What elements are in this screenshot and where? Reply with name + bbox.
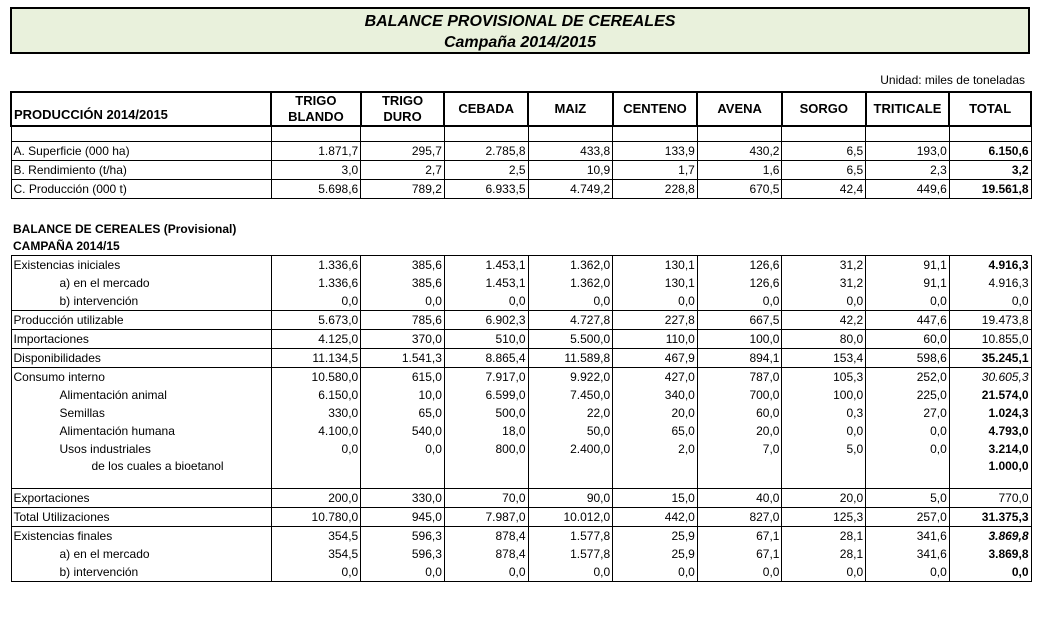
- cell-value: 257,0: [866, 508, 950, 527]
- row-label: Usos industriales: [11, 440, 271, 458]
- cell-value: 449,6: [866, 180, 950, 199]
- cell-value: 91,1: [866, 274, 950, 292]
- cell-value: 0,0: [949, 563, 1031, 582]
- cell-value: 0,0: [697, 292, 782, 311]
- cell-value: 5.698,6: [271, 180, 361, 199]
- empty-cell: [271, 126, 361, 142]
- balance-row: [11, 440, 1031, 458]
- column-header: CEBADA: [444, 92, 528, 126]
- cell-value: 0,0: [271, 440, 361, 458]
- column-header: SORGO: [782, 92, 866, 126]
- cell-value: 0,3: [782, 404, 866, 422]
- cell-value: 878,4: [444, 545, 528, 563]
- cell-value: 153,4: [782, 349, 866, 368]
- cell-value: 0,0: [866, 563, 950, 582]
- cell-value: 126,6: [697, 274, 782, 292]
- cell-value: 370,0: [361, 330, 445, 349]
- balance-table: [10, 91, 1032, 582]
- balance-row: [11, 368, 1031, 387]
- cell-value: 354,5: [271, 527, 361, 546]
- balance-row: [11, 386, 1031, 404]
- cell-value: 11.134,5: [271, 349, 361, 368]
- cell-value: 2,5: [444, 161, 528, 180]
- cell-value: 2.785,8: [444, 142, 528, 161]
- cell-value: 7.987,0: [444, 508, 528, 527]
- cell-value: 3.869,8: [949, 545, 1031, 563]
- cell-value: 10,9: [528, 161, 613, 180]
- cell-value: 0,0: [782, 422, 866, 440]
- cell-value: 22,0: [528, 404, 613, 422]
- production-row: [11, 161, 1031, 180]
- cell-value: 27,0: [866, 404, 950, 422]
- cell-value: 3,2: [949, 161, 1031, 180]
- balance-row: [11, 404, 1031, 422]
- cell-value: 10,0: [361, 386, 445, 404]
- empty-cell: [444, 126, 528, 142]
- cell-value: 0,0: [444, 292, 528, 311]
- cell-value: 0,0: [866, 440, 950, 458]
- cell-value: 0,0: [528, 292, 613, 311]
- cell-value: 2,3: [866, 161, 950, 180]
- cell-value: 0,0: [528, 563, 613, 582]
- row-label: Consumo interno: [11, 368, 271, 387]
- cell-value: 330,0: [271, 404, 361, 422]
- cell-value: 20,0: [613, 404, 698, 422]
- cell-value: 60,0: [697, 404, 782, 422]
- cell-value: 0,0: [866, 422, 950, 440]
- cell-value: 430,2: [697, 142, 782, 161]
- cell-value: 1.024,3: [949, 404, 1031, 422]
- cell-value: 6.902,3: [444, 311, 528, 330]
- header-label: PRODUCCIÓN 2014/2015: [11, 92, 271, 126]
- cell-value: [697, 458, 782, 489]
- cell-value: 11.589,8: [528, 349, 613, 368]
- cell-value: 19.561,8: [949, 180, 1031, 199]
- cell-value: 1.336,6: [271, 256, 361, 275]
- empty-row: [11, 126, 1031, 142]
- cell-value: 91,1: [866, 256, 950, 275]
- cell-value: 894,1: [697, 349, 782, 368]
- cell-value: 785,6: [361, 311, 445, 330]
- row-label: b) intervención: [11, 563, 271, 582]
- cell-value: 40,0: [697, 489, 782, 508]
- cell-value: 789,2: [361, 180, 445, 199]
- column-header: MAIZ: [528, 92, 613, 126]
- empty-cell: [866, 126, 950, 142]
- gap-row: [11, 199, 1031, 222]
- row-label: Producción utilizable: [11, 311, 271, 330]
- cell-value: 878,4: [444, 527, 528, 546]
- section-campaign-row: [11, 238, 1031, 256]
- cell-value: 6.599,0: [444, 386, 528, 404]
- cell-value: 945,0: [361, 508, 445, 527]
- cell-value: 1.336,6: [271, 274, 361, 292]
- row-label: Alimentación humana: [11, 422, 271, 440]
- cell-value: 1.541,3: [361, 349, 445, 368]
- cell-value: 31,2: [782, 256, 866, 275]
- cell-value: 341,6: [866, 545, 950, 563]
- empty-cell: [949, 126, 1031, 142]
- row-label: C. Producción (000 t): [11, 180, 271, 199]
- cell-value: 105,3: [782, 368, 866, 387]
- column-header: AVENA: [697, 92, 782, 126]
- cell-value: 9.922,0: [528, 368, 613, 387]
- cell-value: 433,8: [528, 142, 613, 161]
- cell-value: 100,0: [697, 330, 782, 349]
- cell-value: 354,5: [271, 545, 361, 563]
- column-header: CENTENO: [613, 92, 698, 126]
- cell-value: 1.362,0: [528, 256, 613, 275]
- header-row: [11, 92, 1031, 126]
- row-label: Semillas: [11, 404, 271, 422]
- cell-value: 0,0: [271, 292, 361, 311]
- cell-value: 295,7: [361, 142, 445, 161]
- column-header: TOTAL: [949, 92, 1031, 126]
- cell-value: [782, 458, 866, 489]
- cell-value: 330,0: [361, 489, 445, 508]
- cell-value: 800,0: [444, 440, 528, 458]
- cell-value: 0,0: [361, 563, 445, 582]
- cell-value: 447,6: [866, 311, 950, 330]
- cell-value: 385,6: [361, 256, 445, 275]
- cell-value: 65,0: [613, 422, 698, 440]
- cell-value: 6,5: [782, 142, 866, 161]
- balance-row: [11, 508, 1031, 527]
- cell-value: 2,7: [361, 161, 445, 180]
- cell-value: 90,0: [528, 489, 613, 508]
- cell-value: 4.727,8: [528, 311, 613, 330]
- cell-value: 25,9: [613, 527, 698, 546]
- section-campaign: CAMPAÑA 2014/15: [13, 239, 120, 253]
- section-title: BALANCE DE CEREALES (Provisional): [13, 222, 237, 236]
- cell-value: [528, 458, 613, 489]
- row-label: b) intervención: [11, 292, 271, 311]
- row-label: Existencias finales: [11, 527, 271, 546]
- cell-value: [271, 458, 361, 489]
- cell-value: 200,0: [271, 489, 361, 508]
- cell-value: 25,9: [613, 545, 698, 563]
- empty-cell: [613, 126, 698, 142]
- column-header: TRIGO DURO: [361, 92, 445, 126]
- cell-value: 340,0: [613, 386, 698, 404]
- cell-value: 35.245,1: [949, 349, 1031, 368]
- cell-value: [866, 458, 950, 489]
- row-label: a) en el mercado: [11, 274, 271, 292]
- page-subtitle: Campaña 2014/2015: [443, 34, 597, 51]
- cell-value: [361, 458, 445, 489]
- cell-value: 1.577,8: [528, 545, 613, 563]
- cell-value: 467,9: [613, 349, 698, 368]
- cell-value: 80,0: [782, 330, 866, 349]
- row-label: Importaciones: [11, 330, 271, 349]
- cell-value: 6.933,5: [444, 180, 528, 199]
- cell-value: 0,0: [949, 292, 1031, 311]
- balance-row: [11, 256, 1031, 275]
- cell-value: 827,0: [697, 508, 782, 527]
- balance-row: [11, 458, 1031, 489]
- cell-value: 42,4: [782, 180, 866, 199]
- balance-row: [11, 292, 1031, 311]
- cell-value: 667,5: [697, 311, 782, 330]
- cell-value: 5.500,0: [528, 330, 613, 349]
- title-box: [10, 7, 1030, 54]
- cell-value: 4.125,0: [271, 330, 361, 349]
- cell-value: 0,0: [697, 563, 782, 582]
- cell-value: 4.100,0: [271, 422, 361, 440]
- row-label: Existencias iniciales: [11, 256, 271, 275]
- balance-row: [11, 349, 1031, 368]
- cell-value: 6,5: [782, 161, 866, 180]
- cell-value: 228,8: [613, 180, 698, 199]
- empty-cell: [782, 126, 866, 142]
- cell-value: 341,6: [866, 527, 950, 546]
- cell-value: 540,0: [361, 422, 445, 440]
- cell-value: 28,1: [782, 527, 866, 546]
- empty-cell: [528, 126, 613, 142]
- cell-value: 100,0: [782, 386, 866, 404]
- cell-value: 5,0: [782, 440, 866, 458]
- cell-value: 252,0: [866, 368, 950, 387]
- cell-value: 5,0: [866, 489, 950, 508]
- cell-value: 0,0: [866, 292, 950, 311]
- balance-row: [11, 527, 1031, 546]
- balance-row: [11, 422, 1031, 440]
- page-title: BALANCE PROVISIONAL DE CEREALES: [364, 13, 676, 30]
- cell-value: 770,0: [949, 489, 1031, 508]
- cell-value: 3.869,8: [949, 527, 1031, 546]
- row-label: Disponibilidades: [11, 349, 271, 368]
- cell-value: 3,0: [271, 161, 361, 180]
- cell-value: 5.673,0: [271, 311, 361, 330]
- cell-value: 6.150,6: [949, 142, 1031, 161]
- cell-value: 1.577,8: [528, 527, 613, 546]
- cell-value: 67,1: [697, 545, 782, 563]
- cell-value: 0,0: [444, 563, 528, 582]
- cell-value: 4.916,3: [949, 256, 1031, 275]
- cell-value: 70,0: [444, 489, 528, 508]
- cell-value: 130,1: [613, 256, 698, 275]
- balance-row: [11, 330, 1031, 349]
- cell-value: 1.362,0: [528, 274, 613, 292]
- cell-value: 28,1: [782, 545, 866, 563]
- cell-value: 31,2: [782, 274, 866, 292]
- production-row: [11, 180, 1031, 199]
- cell-value: [613, 458, 698, 489]
- cell-value: 133,9: [613, 142, 698, 161]
- cell-value: 7.917,0: [444, 368, 528, 387]
- cell-value: 1,6: [697, 161, 782, 180]
- empty-cell: [697, 126, 782, 142]
- cell-value: 50,0: [528, 422, 613, 440]
- cell-value: 7.450,0: [528, 386, 613, 404]
- cell-value: 1,7: [613, 161, 698, 180]
- cell-value: 8.865,4: [444, 349, 528, 368]
- cell-value: 10.580,0: [271, 368, 361, 387]
- cell-value: 700,0: [697, 386, 782, 404]
- gap-cell: [11, 199, 1031, 222]
- cell-value: 598,6: [866, 349, 950, 368]
- cell-value: 18,0: [444, 422, 528, 440]
- cell-value: 615,0: [361, 368, 445, 387]
- cell-value: 225,0: [866, 386, 950, 404]
- cell-value: 510,0: [444, 330, 528, 349]
- cell-value: 2.400,0: [528, 440, 613, 458]
- cell-value: 19.473,8: [949, 311, 1031, 330]
- cell-value: 787,0: [697, 368, 782, 387]
- cell-value: 110,0: [613, 330, 698, 349]
- cell-value: 67,1: [697, 527, 782, 546]
- balance-row: [11, 274, 1031, 292]
- cell-value: 1.453,1: [444, 274, 528, 292]
- cell-value: 30.605,3: [949, 368, 1031, 387]
- row-label: Alimentación animal: [11, 386, 271, 404]
- cell-value: 20,0: [697, 422, 782, 440]
- row-label: de los cuales a bioetanol: [11, 458, 271, 489]
- cell-value: 1.871,7: [271, 142, 361, 161]
- cell-value: 60,0: [866, 330, 950, 349]
- row-label: Exportaciones: [11, 489, 271, 508]
- column-header: TRIGO BLANDO: [271, 92, 361, 126]
- cell-value: 427,0: [613, 368, 698, 387]
- row-label: B. Rendimiento (t/ha): [11, 161, 271, 180]
- cell-value: 126,6: [697, 256, 782, 275]
- cell-value: 0,0: [613, 563, 698, 582]
- empty-cell: [11, 126, 271, 142]
- cell-value: 4.749,2: [528, 180, 613, 199]
- cell-value: 21.574,0: [949, 386, 1031, 404]
- row-label: A. Superficie (000 ha): [11, 142, 271, 161]
- empty-cell: [361, 126, 445, 142]
- cell-value: 3.214,0: [949, 440, 1031, 458]
- row-label: a) en el mercado: [11, 545, 271, 563]
- cell-value: 7,0: [697, 440, 782, 458]
- cell-value: 20,0: [782, 489, 866, 508]
- cell-value: 31.375,3: [949, 508, 1031, 527]
- cell-value: 0,0: [271, 563, 361, 582]
- cell-value: 4.916,3: [949, 274, 1031, 292]
- row-label: Total Utilizaciones: [11, 508, 271, 527]
- column-header: TRITICALE: [866, 92, 950, 126]
- cell-value: 385,6: [361, 274, 445, 292]
- cell-value: 596,3: [361, 527, 445, 546]
- cell-value: 10.855,0: [949, 330, 1031, 349]
- cell-value: 10.780,0: [271, 508, 361, 527]
- cell-value: 193,0: [866, 142, 950, 161]
- cell-value: 2,0: [613, 440, 698, 458]
- cell-value: 4.793,0: [949, 422, 1031, 440]
- balance-row: [11, 311, 1031, 330]
- cell-value: 15,0: [613, 489, 698, 508]
- cell-value: 596,3: [361, 545, 445, 563]
- cell-value: 0,0: [361, 440, 445, 458]
- balance-row: [11, 489, 1031, 508]
- cell-value: 0,0: [361, 292, 445, 311]
- cell-value: 227,8: [613, 311, 698, 330]
- cell-value: [444, 458, 528, 489]
- cell-value: 1.000,0: [949, 458, 1031, 489]
- production-row: [11, 142, 1031, 161]
- cell-value: 442,0: [613, 508, 698, 527]
- cell-value: 670,5: [697, 180, 782, 199]
- cell-value: 125,3: [782, 508, 866, 527]
- cell-value: 10.012,0: [528, 508, 613, 527]
- cell-value: 1.453,1: [444, 256, 528, 275]
- cell-value: 130,1: [613, 274, 698, 292]
- balance-row: [11, 545, 1031, 563]
- cell-value: 6.150,0: [271, 386, 361, 404]
- cell-value: 0,0: [782, 563, 866, 582]
- cell-value: 42,2: [782, 311, 866, 330]
- cell-value: 500,0: [444, 404, 528, 422]
- section-title-row: [11, 221, 1031, 238]
- cell-value: 65,0: [361, 404, 445, 422]
- cell-value: 0,0: [782, 292, 866, 311]
- unit-label: Unidad: miles de toneladas: [880, 73, 1025, 87]
- balance-row: [11, 563, 1031, 582]
- cell-value: 0,0: [613, 292, 698, 311]
